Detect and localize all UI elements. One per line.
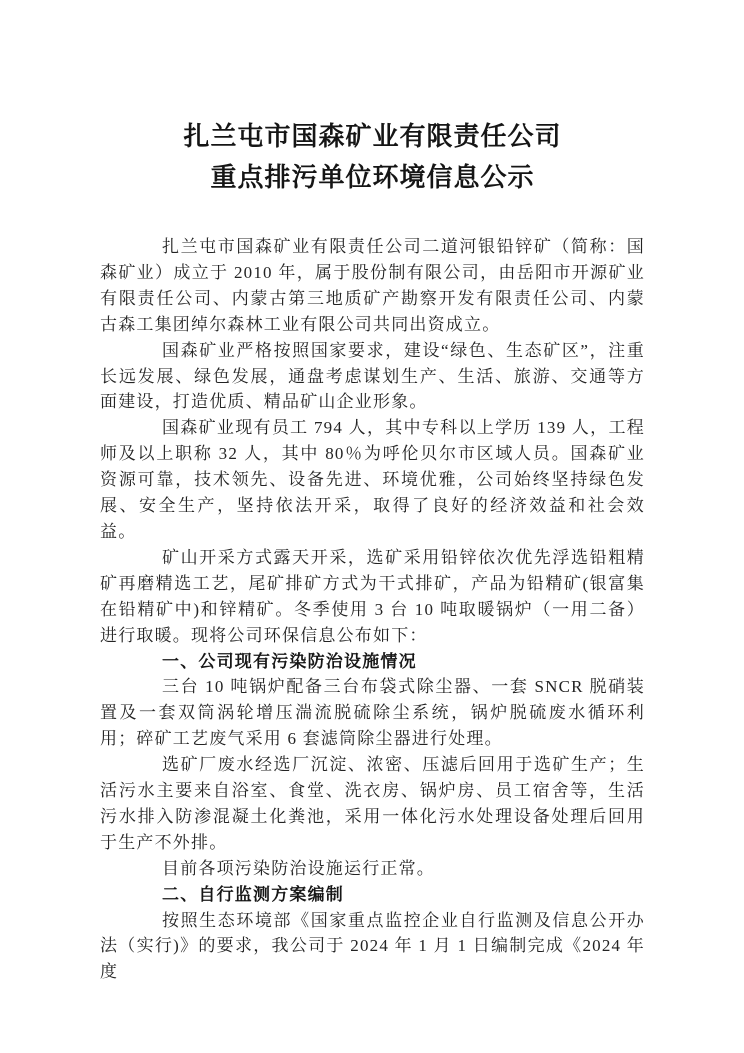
paragraph-boiler-dedusting: 三台 10 吨锅炉配备三台布袋式除尘器、一套 SNCR 脱硝装置及一套双筒涡轮增压湍流脱硫除尘系统，锅炉脱硫废水循环利用；碎矿工艺废气采用 6 套滤筒除尘器进行处理。 <box>100 677 645 749</box>
paragraph-wastewater: 选矿厂废水经选厂沉淀、浓密、压滤后回用于选矿生产；生活污水主要来自浴室、食堂、洗衣房、锅炉房、员工宿舍等，生活污水排入防渗混凝土化粪池，采用一体化污水处理设备处理后回用于生产不外排。 <box>100 755 645 852</box>
paragraph-facilities-status: 目前各项污染防治设施运行正常。 <box>162 858 435 878</box>
document-title <box>100 116 645 198</box>
paragraph-company-intro: 扎兰屯市国森矿业有限责任公司二道河银铅锌矿（简称：国森矿业）成立于 2010 年，属于股份制有限公司，由岳阳市开源矿业有限责任公司、内蒙古第三地质矿产勘察开发有限责任公司、内蒙古森工集团绰尔森林工业有限公司共同出资成立。 <box>100 237 645 334</box>
title-line-2: 重点排污单位环境信息公示 <box>210 163 535 192</box>
paragraph-monitoring-plan: 按照生态环境部《国家重点监控企业自行监测及信息公开办法（实行)》的要求，我公司于 2024 年 1 月 1 日编制完成《2024 年度 <box>100 910 645 982</box>
paragraph-green-mine: 国森矿业严格按照国家要求，建设“绿色、生态矿区”，注重长远发展、绿色发展，通盘考虑谋划生产、生活、旅游、交通等方面建设，打造优质、精品矿山企业形象。 <box>100 340 645 412</box>
document-content <box>100 116 645 985</box>
heading-section-1-pollution-facilities: 一、公司现有污染防治设施情况 <box>162 651 417 671</box>
document-body <box>100 234 645 985</box>
paragraph-mining-process: 矿山开采方式露天开采，选矿采用铅锌依次优先浮选铅粗精矿再磨精选工艺，尾矿排矿方式为干式排矿，产品为铅精矿(银富集在铅精矿中)和锌精矿。冬季使用 3 台 10 吨取暖锅炉（一用二备）进行取暖。现将公司环保信息公布如下： <box>100 547 645 645</box>
heading-section-2-self-monitoring: 二、自行监测方案编制 <box>162 884 344 904</box>
title-line-1: 扎兰屯市国森矿业有限责任公司 <box>183 122 562 151</box>
paragraph-staff: 国森矿业现有员工 794 人，其中专科以上学历 139 人，工程师及以上职称 32 人，其中 80％为呼伦贝尔市区域人员。国森矿业资源可靠，技术领先、设备先进、环境优雅，公司始终坚持绿色发展、安全生产，坚持依法开采，取得了良好的经济效益和社会效益。 <box>100 418 645 541</box>
